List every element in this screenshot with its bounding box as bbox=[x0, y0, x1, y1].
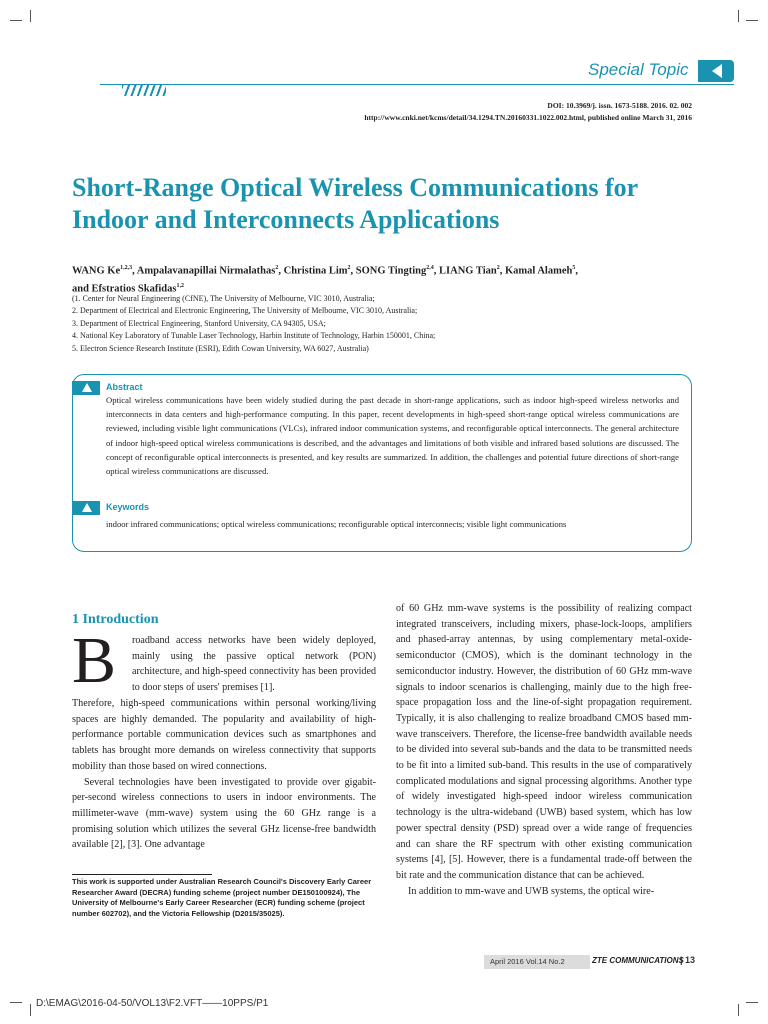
doi-line: DOI: 10.3969/j. issn. 1673-5188. 2016. 02. 002 bbox=[547, 101, 692, 110]
intro-right-column bbox=[396, 601, 692, 899]
author-separator: , bbox=[433, 265, 440, 277]
arrow-left-icon bbox=[698, 60, 734, 82]
crop-mark bbox=[10, 1002, 22, 1003]
abstract-text: Optical wireless communications have been widely studied during the past decade in short-range applications, such as indoor high-speed wireless networks and interconnects in data centers and high-performance computing. In this paper, recent developments in high-speed short-range optical wireless communications are reviewed, including visible light communications (VLCs), infrared indoor communication systems, and reconfigurable optical interconnects. The general architecture of indoor high-speed optical wireless communications is described, and the advantages and limitations of both visible and infrared based solutions are discussed. The concept of reconfigurable optical interconnects is presented, and key results are summarized. In addition, the challenges and potential future directions of short-range optical wireless communications are discussed. bbox=[106, 395, 679, 477]
section-heading: 1 Introduction bbox=[72, 612, 159, 627]
author-separator: , bbox=[499, 265, 505, 277]
author-affiliation-mark: 2,4 bbox=[426, 265, 434, 271]
header-rule bbox=[100, 84, 734, 85]
author-list bbox=[72, 261, 692, 296]
author-separator: , bbox=[575, 265, 578, 277]
page-number: | 13 bbox=[680, 955, 696, 965]
crop-mark bbox=[30, 1004, 31, 1016]
author-separator: , bbox=[350, 265, 356, 277]
author-affiliation-mark: 1,2 bbox=[176, 282, 184, 289]
abstract-label: Abstract bbox=[106, 382, 143, 392]
author-name: SONG Tingting bbox=[355, 265, 427, 277]
journal-name: ZTE COMMUNICATIONS bbox=[592, 956, 684, 965]
author-name: Ampalavanapillai Nirmalathas bbox=[136, 265, 276, 277]
intro-left-column bbox=[72, 696, 376, 853]
author-affiliation-mark: 1,2,3 bbox=[120, 265, 133, 271]
crop-mark bbox=[10, 20, 22, 21]
author-separator: , bbox=[278, 265, 284, 277]
pencil-icon bbox=[72, 381, 100, 395]
crop-mark bbox=[738, 1004, 739, 1016]
intro-first-paragraph: roadband access networks have been widely deployed, mainly using the passive optical network (PON) architecture, and high-speed connectivity has been provided to door steps of users' premises [1]. bbox=[132, 635, 376, 694]
special-topic-label: Special Topic bbox=[588, 60, 689, 79]
intro-paragraph-1-cont: Therefore, high-speed communications within personal working/living spaces are highly demanded. The popularity and availability of high-performance portable communication devices such as smartphones and tablets has brought more demands on wireless connectivity that supports mobility than those based on wired connections. bbox=[72, 698, 376, 772]
author-name: Christina Lim bbox=[283, 265, 348, 277]
url-line[interactable]: http://www.cnki.net/kcms/detail/34.1294.TN.20160331.1022.002.html, published online March 31, 2016 bbox=[364, 113, 692, 122]
footnote-rule bbox=[72, 874, 212, 875]
crop-mark bbox=[738, 10, 739, 22]
pencil-icon bbox=[72, 501, 100, 515]
special-topic-arrow-icon bbox=[698, 60, 734, 82]
issue-date: April 2016 Vol.14 No.2 bbox=[490, 957, 565, 966]
funding-footnote: This work is supported under Australian Research Council's Discovery Early Career Researcher Award (DECRA) funding scheme (project number DE150100924), The University of Melbourne's Early Career Researcher (ECR) funding scheme (project number 602702), and the Victoria Fellowship (D2015/35025). bbox=[72, 877, 372, 918]
author-affiliation-mark: 5 bbox=[572, 265, 576, 271]
author-affiliation-mark: 2 bbox=[496, 265, 500, 271]
author-affiliation-mark: 2 bbox=[275, 265, 279, 271]
crop-mark bbox=[30, 10, 31, 22]
affiliation-line: 4. National Key Laboratory of Tunable Laser Technology, Harbin Institute of Technology, Harbin 150001, China; bbox=[72, 331, 436, 341]
affiliation-line: 5. Electron Science Research Institute (ESRI), Edith Cowan University, WA 6027, Australia) bbox=[72, 343, 369, 353]
affiliation-line: (1. Center for Neural Engineering (CfNE), The University of Melbourne, VIC 3010, Australia; bbox=[72, 294, 375, 303]
file-path: D:\EMAG\2016-04-50/VOL13\F2.VFT——10PPS/P1 bbox=[36, 998, 269, 1009]
affiliation-line: 2. Department of Electrical and Electronic Engineering, The University of Melbourne, VIC 3010, Australia; bbox=[72, 306, 418, 316]
crop-mark bbox=[746, 20, 758, 21]
title-line-2: Indoor and Interconnects Applications bbox=[72, 205, 500, 234]
drop-cap: B bbox=[72, 624, 117, 697]
author-name: WANG Ke bbox=[72, 265, 121, 277]
intro-paragraph-2: Several technologies have been investigated to provide over gigabit-per-second wireless connections to users in indoor environments. The millimeter-wave (mm-wave) system using the 60 GHz range is a promising solution which utilizes the several GHz license-free bandwidth available [2], [3]. One advantage bbox=[72, 776, 376, 851]
header-hatch-decoration bbox=[122, 84, 166, 96]
author-name: Kamal Alameh bbox=[504, 265, 573, 277]
author-separator: , bbox=[132, 265, 137, 277]
author-affiliation-mark: 2 bbox=[347, 265, 351, 271]
keywords-label: Keywords bbox=[106, 502, 150, 512]
affiliation-list bbox=[72, 293, 692, 355]
author-name: and Efstratios Skafidas bbox=[72, 283, 177, 294]
doi-block bbox=[300, 100, 692, 124]
title-line-1: Short-Range Optical Wireless Communications for bbox=[72, 173, 639, 202]
article-title bbox=[72, 172, 692, 236]
affiliation-line: 3. Department of Electrical Engineering, Stanford University, CA 94305, USA; bbox=[72, 318, 326, 328]
right-paragraph-1: of 60 GHz mm-wave systems is the possibility of realizing compact integrated transceivers, including mixers, phase-lock-loops, amplifiers and phased-array antennas, by using complementary metal-oxide-semiconductor (CMOS), which is the dominant technology in the semiconductor industry. However, the distribution of 60 GHz mm-wave signals to indoor scenarios is challenging, mainly due to the high free-space propagation loss and the line-of-sight propagation requirement. Typically, it is also challenging to realize broadband CMOS based mm-wave transceivers. Therefore, the license-free bandwidth available needs to be divided into several sub-bands and the data to be transmitted needs to be fit into a limited sub-band. This results in the use of comparatively complicated modulations and signal processing algorithms. Another type of widely investigated high-speed indoor wireless communication technology is the ultra-wideband (UWB) based system, which has low power spectral density (PSD) spread over a wide range of frequencies and can share the RF spectrum with other existing communication systems [4], [5]. However, there is a fundamental trade-off between the bit rate and the communication distance that can be achieved. bbox=[396, 603, 692, 881]
crop-mark bbox=[746, 1002, 758, 1003]
right-paragraph-2: In addition to mm-wave and UWB systems, the optical wire- bbox=[408, 885, 655, 897]
author-name: LIANG Tian bbox=[439, 265, 497, 277]
keywords-text: indoor infrared communications; optical wireless communications; reconfigurable optical interconnects; visible light communications bbox=[106, 519, 567, 529]
